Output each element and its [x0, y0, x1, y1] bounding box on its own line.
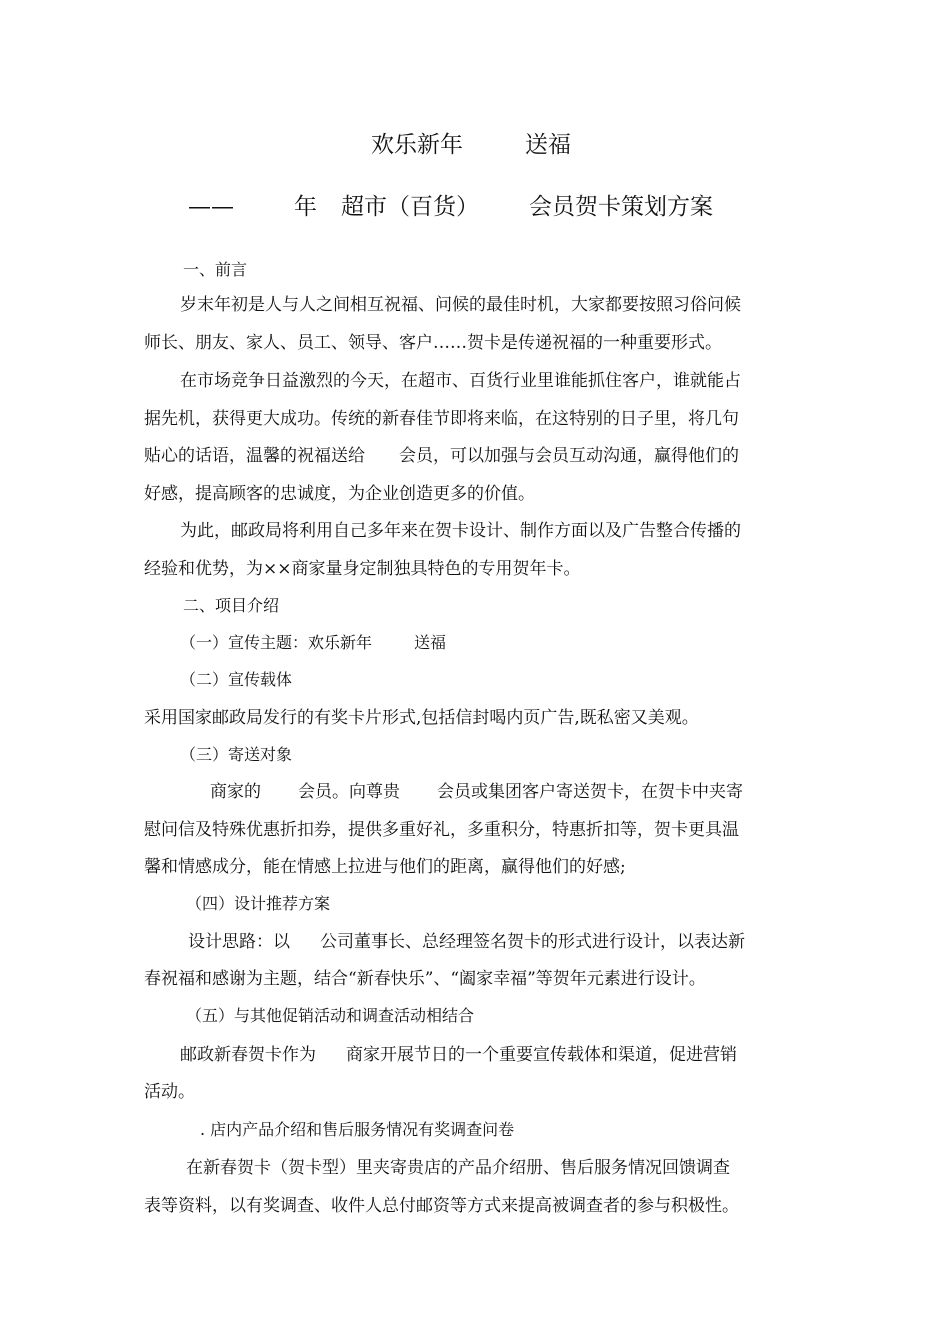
paragraph-text: 商家开展节日的一个重要宣传载体和渠道，促进营销 — [346, 1045, 737, 1065]
subsection-4-label: （四）设计推荐方案 — [186, 894, 331, 913]
title-part-2: 送福 — [525, 132, 571, 158]
subsection-label: （一）宣传主题：欢乐新年 — [180, 633, 373, 652]
subtitle-year: 年 — [294, 194, 317, 220]
paragraph-line: 活动。 — [144, 1082, 195, 1102]
paragraph-line: 慰问信及特殊优惠折扣券，提供多重好礼，多重积分，特惠折扣等，贺卡更具温 — [144, 820, 739, 840]
subtitle-rest: 会员贺卡策划方案 — [529, 194, 713, 220]
paragraph-line — [144, 446, 739, 466]
paragraph-line: 在市场竞争日益激烈的今天，在超市、百货行业里谁能抓住客户，谁就能占 — [180, 371, 741, 391]
section-heading-project: 二、项目介绍 — [183, 596, 280, 615]
paragraph-line — [180, 1045, 737, 1065]
paragraph-line: 经验和优势，为××商家量身定制独具特色的专用贺年卡。 — [144, 559, 581, 579]
document-title — [371, 131, 571, 159]
paragraph-line — [210, 782, 743, 802]
document-subtitle — [188, 193, 713, 221]
paragraph-text: 商家的 — [210, 782, 261, 802]
paragraph-text: 设计思路：以 — [188, 932, 290, 952]
paragraph-text: 邮政新春贺卡作为 — [180, 1045, 316, 1065]
paragraph-line: 好感，提高顾客的忠诚度，为企业创造更多的价值。 — [144, 484, 535, 504]
paragraph-line: 岁末年初是人与人之间相互祝福、问候的最佳时机，大家都要按照习俗问候 — [180, 295, 741, 315]
paragraph-text: 会员。向尊贵 — [298, 782, 400, 802]
subsection-2-label: （二）宣传载体 — [180, 670, 293, 689]
subsection-3-label: （三）寄送对象 — [180, 745, 293, 764]
paragraph-line: 馨和情感成分，能在情感上拉进与他们的距离，赢得他们的好感; — [144, 857, 626, 877]
paragraph-line — [188, 932, 745, 952]
paragraph-line: 据先机，获得更大成功。传统的新春佳节即将来临，在这特别的日子里，将几句 — [144, 409, 739, 429]
paragraph-line: 采用国家邮政局发行的有奖卡片形式,包括信封喝内页广告,既私密又美观。 — [144, 708, 699, 728]
paragraph-line: 春祝福和感谢为主题，结合“新春快乐”、“阖家幸福”等贺年元素进行设计。 — [144, 969, 706, 989]
item-1-label: . 店内产品介绍和售后服务情况有奖调查问卷 — [200, 1120, 515, 1139]
paragraph-text: 贴心的话语，温馨的祝福送给 — [144, 446, 365, 466]
paragraph-line: 在新春贺卡（贺卡型）里夹寄贵店的产品介绍册、售后服务情况回馈调查 — [186, 1158, 730, 1178]
title-part-1: 欢乐新年 — [371, 132, 463, 158]
subsection-5-label: （五）与其他促销活动和调查活动相结合 — [186, 1006, 475, 1025]
subsection-tail: 送福 — [414, 633, 447, 652]
paragraph-text: 会员或集团客户寄送贺卡，在贺卡中夹寄 — [437, 782, 743, 802]
paragraph-line: 师长、朋友、家人、员工、领导、客户……贺卡是传递祝福的一种重要形式。 — [144, 333, 722, 353]
paragraph-line: 表等资料，以有奖调查、收件人总付邮资等方式来提高被调查者的参与积极性。 — [144, 1196, 739, 1216]
subsection-1 — [180, 633, 446, 653]
subtitle-store: 超市（百货） — [341, 194, 479, 220]
paragraph-text: 公司董事长、总经理签名贺卡的形式进行设计，以表达新 — [320, 932, 745, 952]
paragraph-line: 为此，邮政局将利用自己多年来在贺卡设计、制作方面以及广告整合传播的 — [180, 521, 741, 541]
section-heading-preface: 一、前言 — [183, 260, 248, 279]
paragraph-text: 会员，可以加强与会员互动沟通，赢得他们的 — [399, 446, 739, 466]
subtitle-dash: —— — [188, 194, 234, 220]
